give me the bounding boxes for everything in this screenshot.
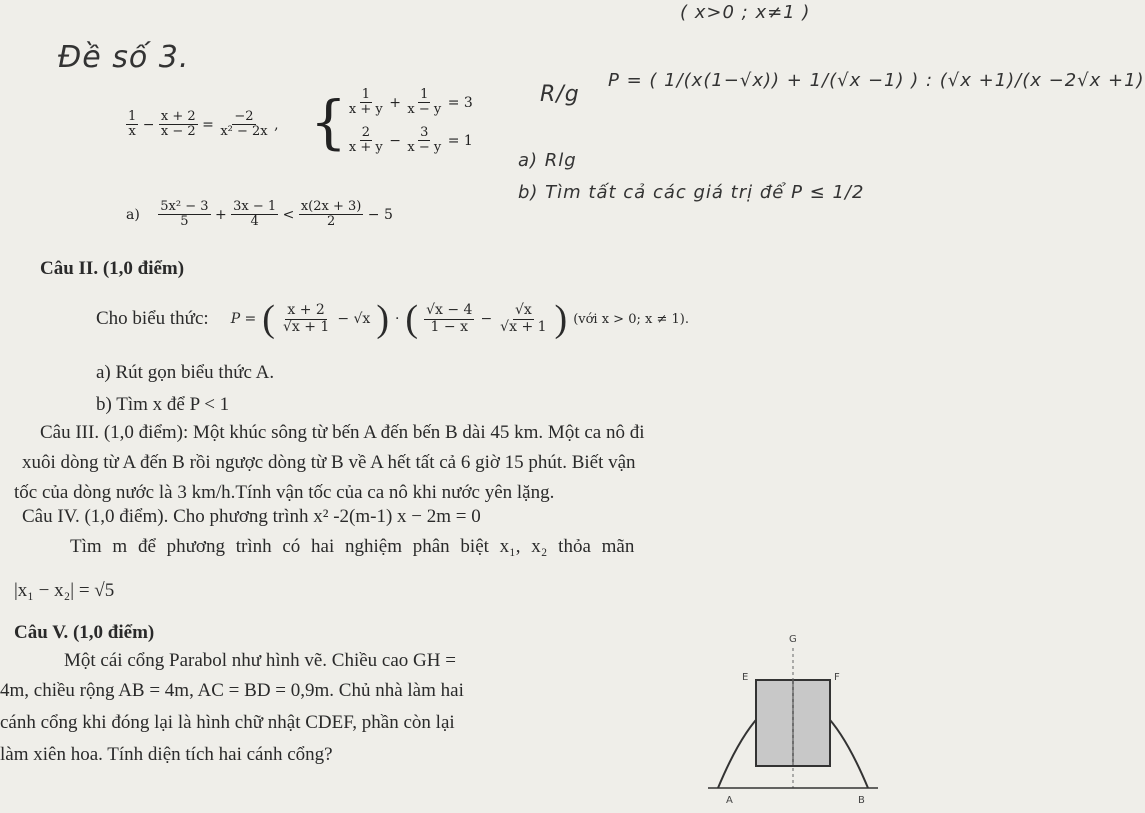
equation-1: $\frac{1}{x}$ − $\frac{x + 2}{x - 2}$ = $\frac{-2}{\text{x² − 2x}}$ , xyxy=(128,109,279,140)
question-3-line-1: Câu III. (1,0 điểm): Một khúc sông từ bến A đến bến B dài 45 km. Một ca nô đi xyxy=(40,422,645,443)
question-5-line-3: cánh cổng khi đóng lại là hình chữ nhật CDEF, phần còn lại xyxy=(0,712,455,733)
equation-system: { $\frac{1}{x + y}$ + $\frac{1}{x - y}$ = 3 $\frac{2}{x + y}$ − $\frac{3}{x - y}$ = 1 xyxy=(310,87,473,156)
label-a: A xyxy=(726,795,733,806)
question-5-line-4: làm xiên hoa. Tính diện tích hai cánh cổng? xyxy=(0,744,333,765)
question-4-line-1: Câu IV. (1,0 điểm). Cho phương trình x² -2(m-1) x − 2m = 0 xyxy=(22,506,481,527)
question-4-line-3: |x₁ − x₂| = √5 xyxy=(14,580,115,601)
label-b: B xyxy=(858,795,865,806)
inequality-a: a) $\frac{\text{5x² − 3}}{5}$ + $\frac{3x - 1}{4}$ < $\frac{x(2x + 3)}{2}$ − 5 xyxy=(126,199,393,230)
label-e: E xyxy=(742,672,749,683)
parabolic-gate-figure xyxy=(698,628,888,808)
question-4-line-2: Tìm m để phương trình có hai nghiệm phân biệt x₁, x₂ thỏa mãn xyxy=(70,536,635,557)
question-5-line-1: Một cái cổng Parabol như hình vẽ. Chiều cao GH = xyxy=(64,650,456,671)
handwritten-rlg: R/g xyxy=(540,82,580,107)
handwritten-b: b) Tìm tất cả các giá trị để P ≤ 1/2 xyxy=(518,182,865,203)
question-5-title: Câu V. (1,0 điểm) xyxy=(14,622,155,643)
handwritten-p-expression: P = ( 1/(x(1−√x)) + 1/(√x −1) ) : (√x +1)/(x −2√x +1) xyxy=(608,70,1145,91)
question-3-line-3: tốc của dòng nước là 3 km/h.Tính vận tốc của ca nô khi nước yên lặng. xyxy=(14,482,555,503)
question-2-part-a: a) Rút gọn biểu thức A. xyxy=(96,362,275,383)
label-f: F xyxy=(834,672,840,683)
handwritten-title: Đề số 3. xyxy=(58,40,190,75)
question-2-title: Câu II. (1,0 điểm) xyxy=(40,258,185,279)
question-5-line-2: 4m, chiều rộng AB = 4m, AC = BD = 0,9m. Chủ nhà làm hai xyxy=(0,680,464,701)
question-2-expression: Cho biểu thức: P = ( $\frac{x + 2}{√x + 1}$ − √x ) · ( $\frac{√x - 4}{1 - x}$ − $\frac{√x}{√x + 1}$ ) (với x > 0; x ≠ 1). xyxy=(96,298,689,340)
question-3-line-2: xuôi dòng từ A đến B rồi ngược dòng từ B về A hết tất cả 6 giờ 15 phút. Biết vận xyxy=(22,452,636,473)
handwritten-condition: ( x>0 ; x≠1 ) xyxy=(680,2,811,23)
question-2-part-b: b) Tìm x để P < 1 xyxy=(96,394,230,415)
label-g: G xyxy=(789,634,797,645)
handwritten-a: a) Rlg xyxy=(518,150,577,171)
